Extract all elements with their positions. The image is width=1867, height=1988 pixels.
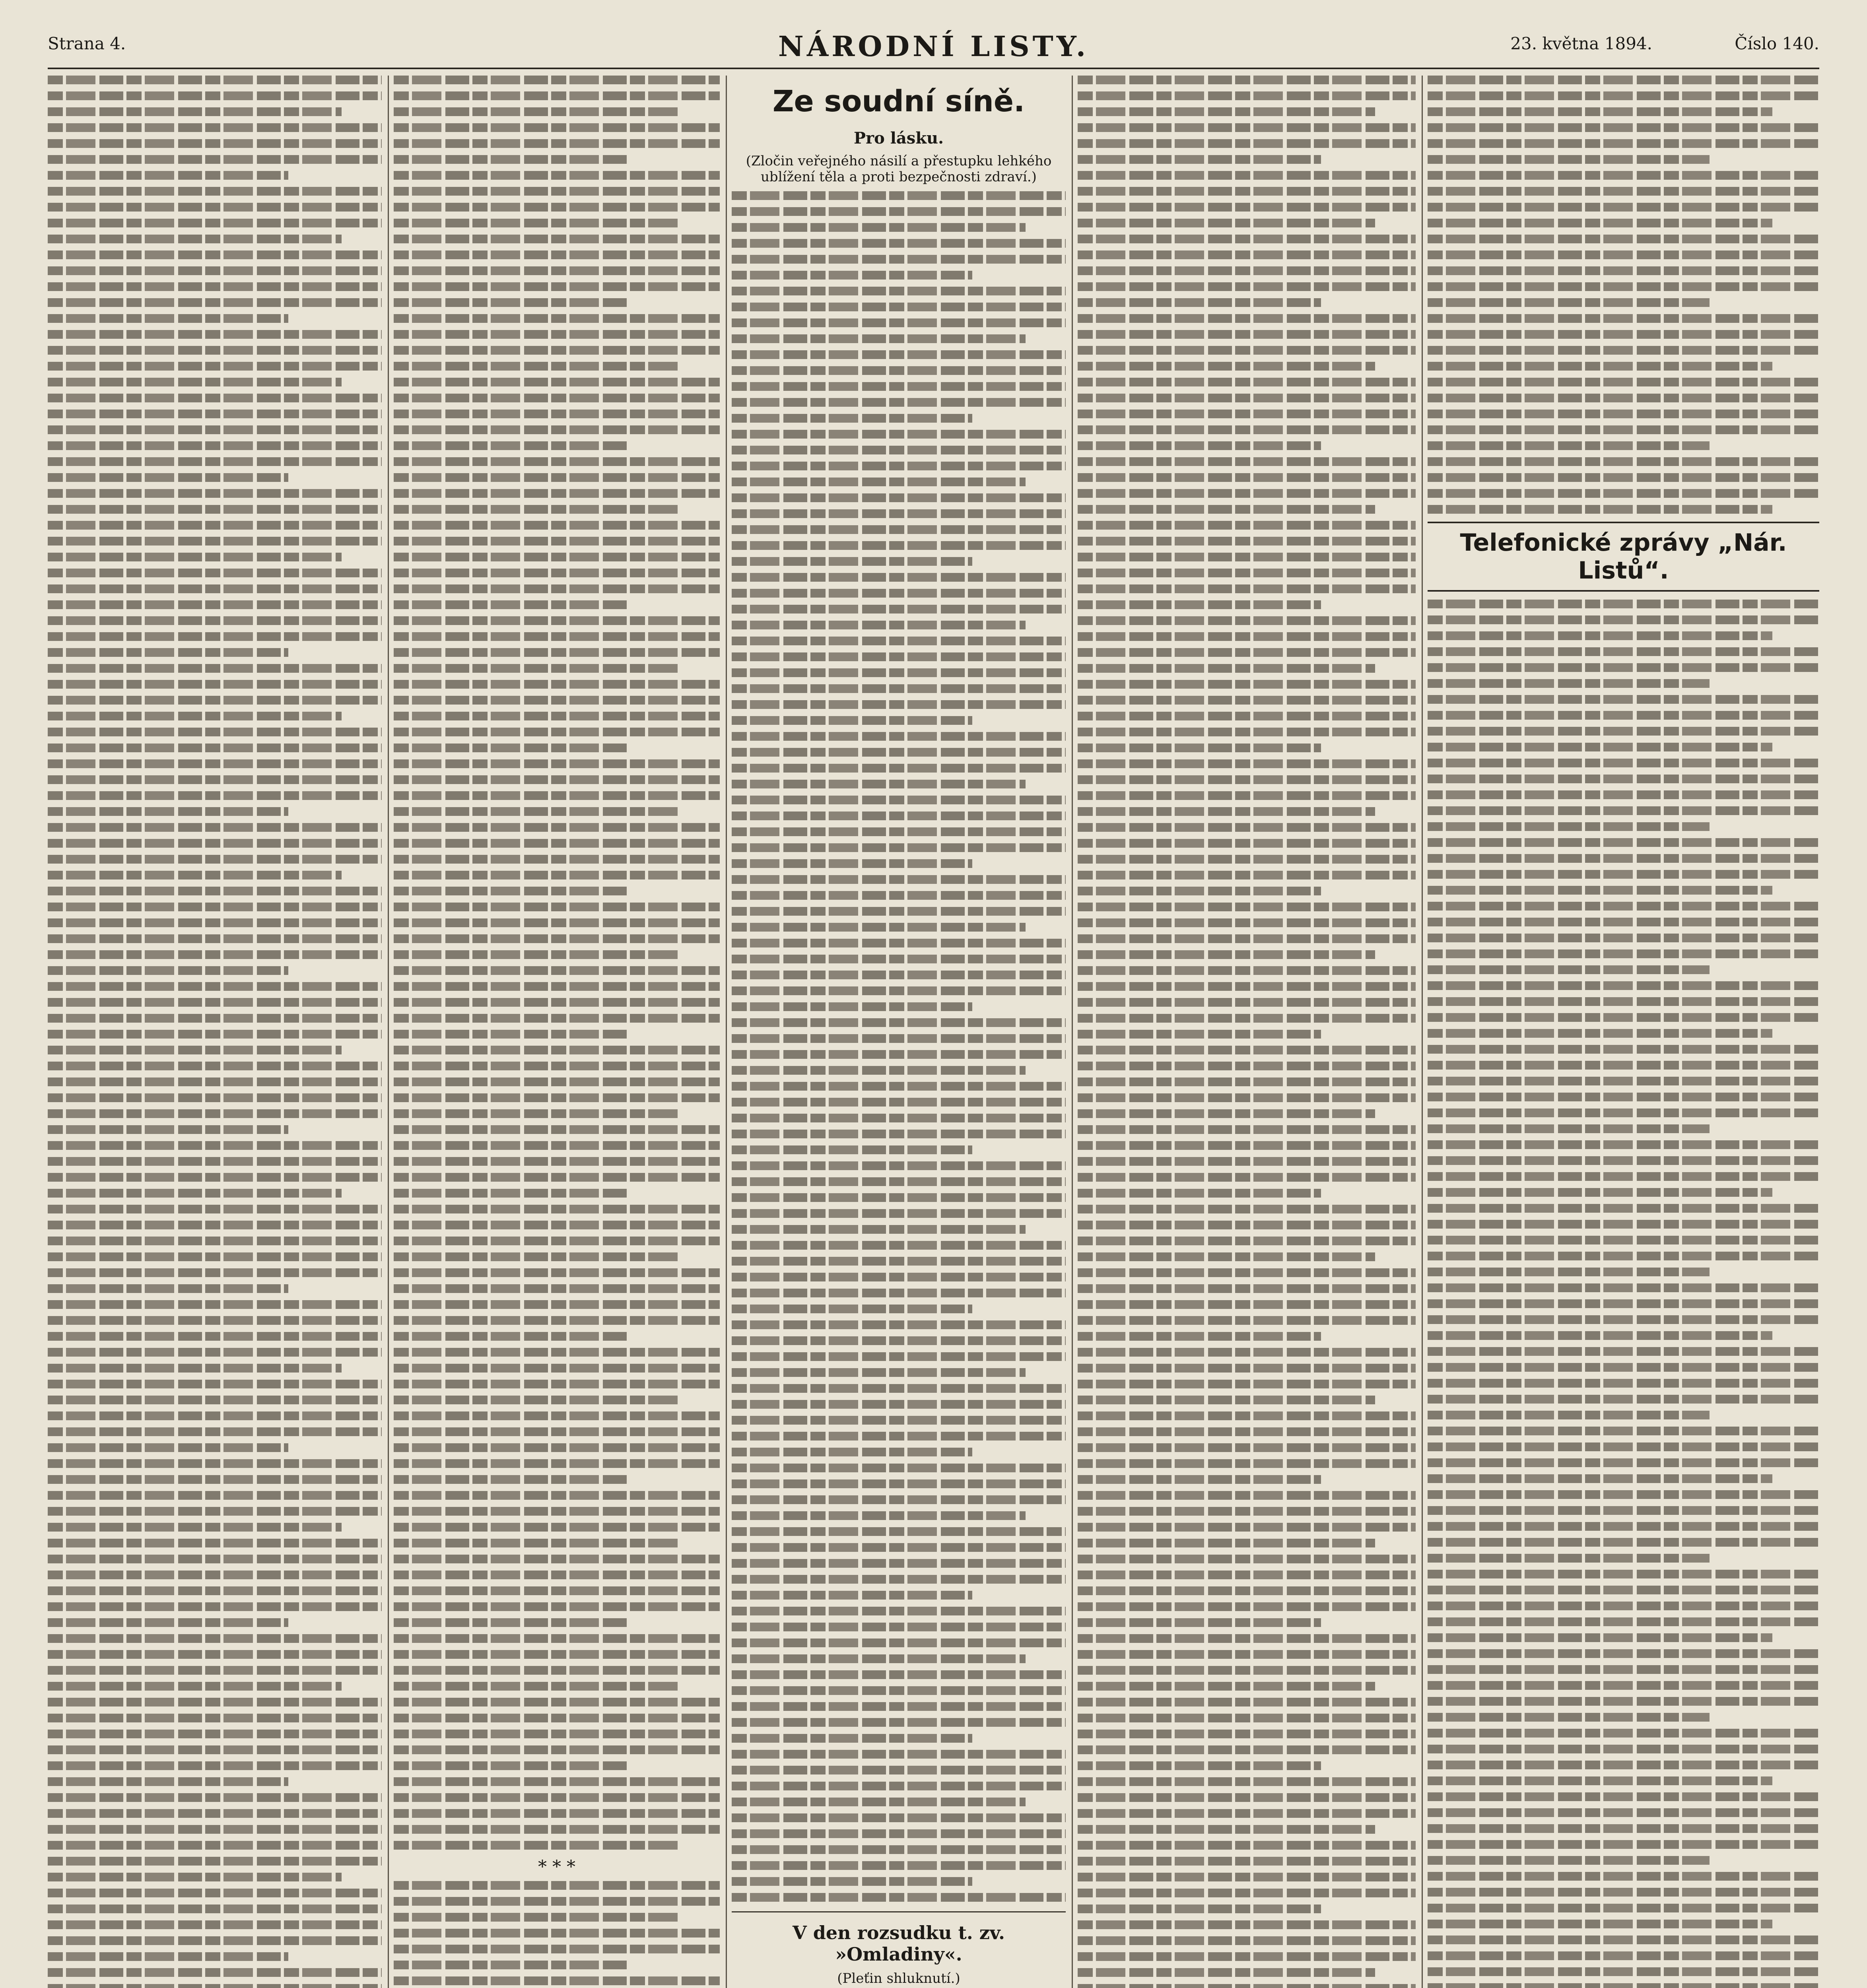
article-title: Pro lásku. xyxy=(853,129,944,148)
column-divider xyxy=(1072,76,1073,1988)
article-title: V den rozsudku t. zv. »Omladiny«. xyxy=(793,1922,1005,1965)
column-5 xyxy=(1428,76,1819,1988)
column-2 xyxy=(394,76,720,1988)
article-text xyxy=(1078,76,1416,1988)
article-text xyxy=(48,76,382,1988)
section-rule xyxy=(732,1911,1066,1912)
page-number: Strana 4. xyxy=(48,34,126,53)
article-text xyxy=(394,76,720,1850)
column-1 xyxy=(48,76,382,1988)
column-divider xyxy=(726,76,727,1988)
issue-number: Číslo 140. xyxy=(1735,34,1819,53)
issue-date: 23. května 1894. xyxy=(1510,34,1652,53)
article-note: (Zločin veřejného násilí a přestupku lehkého ublížení těla a proti bezpečnosti zdraví.) xyxy=(746,153,1052,185)
column-4 xyxy=(1078,76,1416,1988)
section-title-court: Ze soudní síně. xyxy=(772,84,1025,118)
section-separator: * * * xyxy=(538,1857,575,1877)
column-divider xyxy=(1422,76,1423,1988)
page-header xyxy=(48,18,1819,66)
section-title-telefon: Telefonické zprávy „Nár. Listů“. xyxy=(1428,522,1819,592)
header-rule xyxy=(48,68,1819,69)
column-divider xyxy=(388,76,389,1988)
column-3 xyxy=(732,76,1066,1988)
masthead-title: NÁRODNÍ LISTY. xyxy=(778,30,1089,63)
article-text xyxy=(394,1881,720,1988)
article-text xyxy=(1428,600,1819,1988)
article-text xyxy=(1428,76,1819,514)
article-text xyxy=(732,191,1066,1902)
article-note: (Pleťin shluknutí.) xyxy=(837,1971,960,1986)
